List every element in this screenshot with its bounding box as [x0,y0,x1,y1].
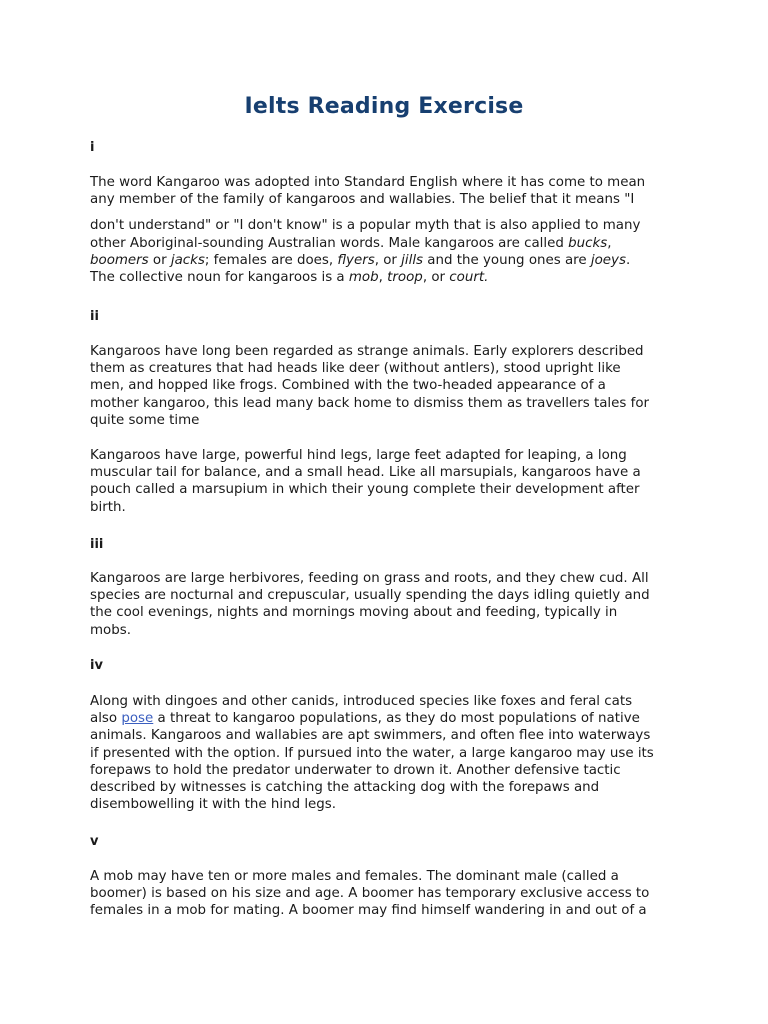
text-run: or [148,252,171,268]
text-line: females in a mob for mating. A boomer may find himself wandering in and out of a [90,903,647,919]
text-run: also [90,711,122,727]
text-line: quite some time [90,412,200,428]
text-line: boomer) is based on his size and age. A boomer has temporary exclusive access to [90,886,650,902]
text-run: . [625,252,631,268]
section-heading-iv: iv [90,658,103,673]
paragraph-v-1 [90,868,690,920]
text-line: Kangaroos have large, powerful hind legs, large feet adapted for leaping, a long [90,448,627,463]
section-heading-i: i [90,140,95,155]
text-line: species are nocturnal and crepuscular, usually spending the days idling quietly and [90,588,650,604]
text-run: ; females are does, [204,252,338,268]
paragraph-iii-1 [90,570,690,639]
text-line: described by witnesses is catching the attacking dog with the forepaws and [90,780,600,796]
paragraph-ii-1 [90,343,690,429]
section-heading-ii: ii [90,309,99,324]
paragraph-iv-1 [90,693,690,813]
text-line: Kangaroos are large herbivores, feeding on grass and roots, and they chew cud. All [90,571,649,586]
text-line: The word Kangaroo was adopted into Standard English where it has come to mean [90,175,646,190]
text-run: other Aboriginal-sounding Australian words. Male kangaroos are called [90,235,569,251]
text-line [90,269,690,286]
term-joeys: joeys [590,252,626,268]
text-line: the cool evenings, nights and mornings moving about and feeding, typically in [90,605,618,621]
text-line: disembowelling it with the hind legs. [90,797,337,813]
text-run: , or [374,252,402,268]
text-line: birth. [90,499,126,515]
pose-link[interactable]: pose [121,711,154,727]
text-run: , or [422,270,450,286]
text-run: and the young ones are [423,252,591,268]
text-line: Kangaroos have long been regarded as strange animals. Early explorers described [90,344,644,359]
text-run: , [378,270,388,286]
section-heading-v: v [90,834,99,849]
text-line [90,235,690,252]
text-line: A mob may have ten or more males and females. The dominant male (called a [90,869,619,884]
term-boomers: boomers [90,252,149,268]
text-line: any member of the family of kangaroos and wallabies. The belief that it means "I [90,192,635,208]
term-flyers: flyers [337,252,375,268]
text-line: pouch called a marsupium in which their young complete their development after [90,482,640,498]
text-line: mobs. [90,622,131,638]
paragraph-ii-2 [90,447,690,516]
text-line [90,252,690,269]
term-court: court. [449,270,489,286]
term-jacks: jacks [170,252,205,268]
section-heading-iii: iii [90,537,104,552]
text-line: mother kangaroo, this lead many back home to dismiss them as travellers tales for [90,395,650,411]
text-line: forepaws to hold the predator underwater to drown it. Another defensive tactic [90,762,621,778]
text-run: , [607,235,612,251]
term-mob: mob [348,270,379,286]
text-line: animals. Kangaroos and wallabies are apt swimmers, and often flee into waterways [90,728,651,744]
term-troop: troop [387,270,423,286]
term-bucks: bucks [568,235,608,251]
text-line: muscular tail for balance, and a small head. Like all marsupials, kangaroos have a [90,465,641,481]
text-line: men, and hopped like frogs. Combined with the two-headed appearance of a [90,378,606,394]
paragraph-i-1 [90,174,690,286]
page-title: Ielts Reading Exercise [244,94,524,119]
text-line: Along with dingoes and other canids, introduced species like foxes and feral cats [90,694,633,709]
text-line [90,710,690,727]
text-line: them as creatures that had heads like deer (without antlers), stood upright like [90,361,621,377]
text-run: The collective noun for kangaroos is a [90,270,349,286]
text-line: don't understand" or "I don't know" is a popular myth that is also applied to many [90,218,641,234]
term-jills: jills [401,252,424,268]
text-run: a threat to kangaroo populations, as they do most populations of native [153,711,640,727]
text-line: if presented with the option. If pursued into the water, a large kangaroo may use its [90,745,654,761]
